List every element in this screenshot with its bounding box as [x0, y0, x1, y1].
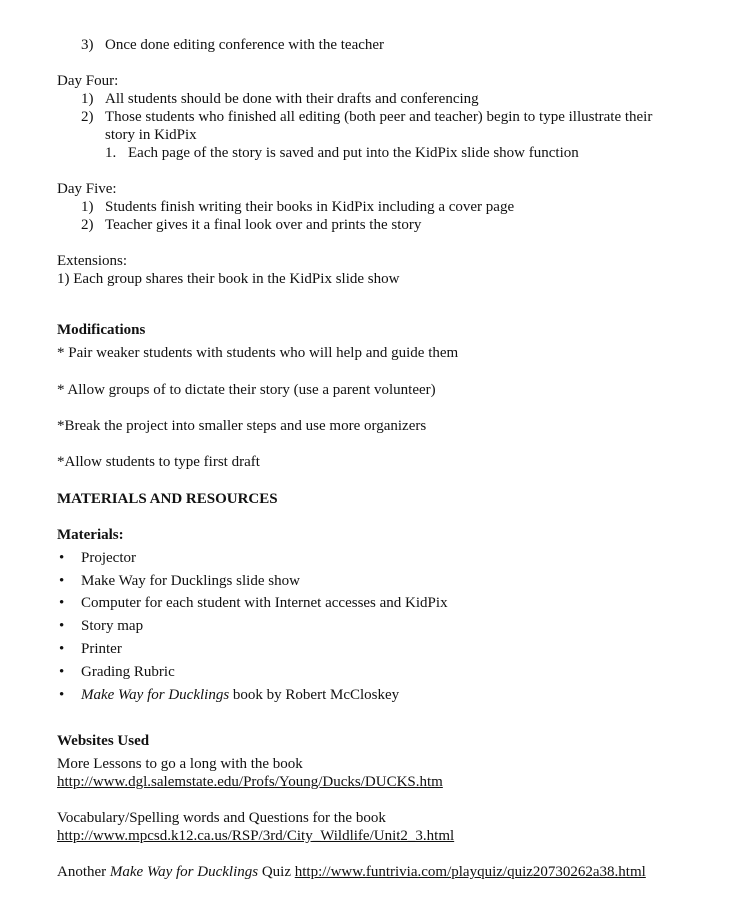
quiz-book-title: Make Way for Ducklings: [109, 864, 259, 880]
material-item: Make Way for Ducklings slide show: [81, 573, 300, 589]
sub-step-number: 1.: [105, 145, 117, 161]
material-item-book: [81, 686, 399, 704]
bullet-icon: •: [59, 641, 65, 657]
step-number: 1): [81, 91, 94, 107]
extension-item: 1) Each group shares their book in the KidPix slide show: [57, 271, 400, 287]
modification-item: * Pair weaker students with students who will help and guide them: [57, 345, 459, 361]
material-item: Printer: [81, 641, 122, 657]
website-description: Vocabulary/Spelling words and Questions for the book: [57, 810, 386, 826]
step-number: 2): [81, 109, 94, 125]
bullet-icon: •: [59, 573, 65, 589]
modification-item: *Allow students to type first draft: [57, 454, 260, 470]
websites-heading: Websites Used: [57, 733, 150, 749]
day-four-heading: Day Four:: [57, 73, 119, 89]
step-text: Students finish writing their books in KidPix including a cover page: [105, 199, 515, 215]
step-text: Those students who finished all editing (both peer and teacher) begin to type illustrate their: [105, 109, 653, 125]
modifications-heading: Modifications: [57, 322, 146, 338]
sub-step-text: Each page of the story is saved and put into the KidPix slide show function: [128, 145, 579, 161]
website-link[interactable]: http://www.funtrivia.com/playquiz/quiz20730262a38.html: [294, 864, 646, 880]
material-item: Story map: [81, 618, 144, 634]
material-item: Computer for each student with Internet accesses and KidPix: [81, 595, 448, 611]
materials-resources-heading: MATERIALS AND RESOURCES: [57, 491, 278, 507]
website-quiz-line: [57, 863, 646, 881]
quiz-label: Quiz: [258, 864, 295, 880]
bullet-icon: •: [59, 664, 65, 680]
book-author: book by Robert McCloskey: [229, 687, 400, 703]
bullet-icon: •: [59, 595, 65, 611]
bullet-icon: •: [59, 550, 65, 566]
step-number: 1): [81, 199, 94, 215]
book-title: Make Way for Ducklings: [81, 687, 230, 703]
website-link[interactable]: http://www.mpcsd.k12.ca.us/RSP/3rd/City_Wildlife/Unit2_3.html: [57, 828, 455, 844]
step-text: Teacher gives it a final look over and prints the story: [105, 217, 422, 233]
material-item: Projector: [81, 550, 136, 566]
bullet-icon: •: [59, 687, 65, 703]
bullet-icon: •: [59, 618, 65, 634]
modification-item: * Allow groups of to dictate their story (use a parent volunteer): [57, 382, 436, 398]
material-item: Grading Rubric: [81, 664, 175, 680]
step-text-continued: story in KidPix: [105, 127, 197, 143]
step-text: All students should be done with their drafts and conferencing: [105, 91, 479, 107]
step-text: Once done editing conference with the teacher: [105, 37, 385, 53]
extensions-heading: Extensions:: [57, 253, 127, 269]
website-link[interactable]: http://www.dgl.salemstate.edu/Profs/Young/Ducks/DUCKS.htm: [57, 774, 443, 790]
quiz-prefix: Another: [57, 864, 110, 880]
day-five-heading: Day Five:: [57, 181, 117, 197]
modification-item: *Break the project into smaller steps and use more organizers: [57, 418, 427, 434]
step-number: 2): [81, 217, 94, 233]
step-number: 3): [81, 37, 94, 53]
website-description: More Lessons to go a long with the book: [57, 756, 303, 772]
materials-subheading: Materials:: [57, 527, 124, 543]
